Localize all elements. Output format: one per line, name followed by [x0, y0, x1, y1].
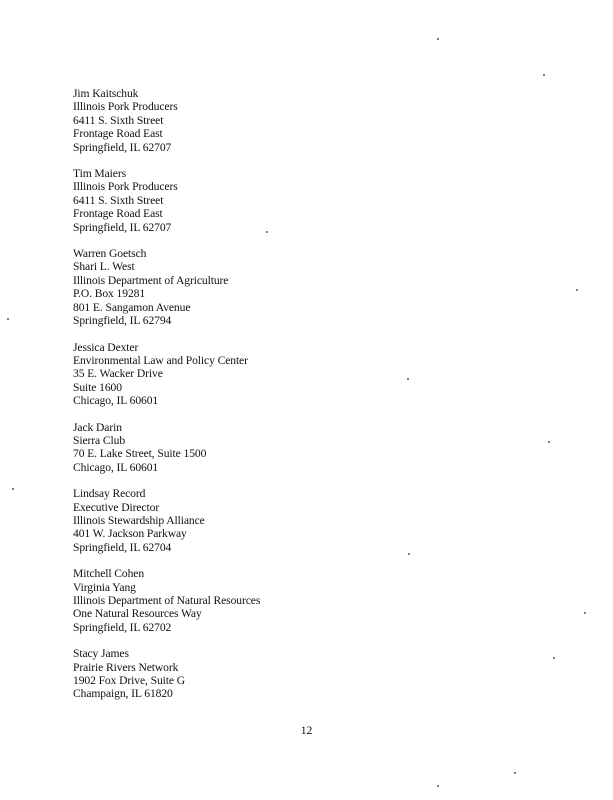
contact-address-line: 6411 S. Sixth Street	[73, 113, 164, 127]
contact-address-line: Frontage Road East	[73, 207, 163, 221]
contact-name: Jessica Dexter	[73, 340, 139, 354]
contact-entry	[73, 647, 513, 701]
contact-address-line: 70 E. Lake Street, Suite 1500	[73, 447, 207, 461]
scan-speck	[553, 657, 555, 659]
contact-organization: Illinois Department of Natural Resources	[73, 594, 261, 607]
contact-title: Executive Director	[73, 500, 160, 514]
contact-entry	[73, 341, 513, 408]
contact-address-line: Suite 1600	[73, 380, 122, 394]
contact-name: Mitchell Cohen	[73, 567, 145, 581]
scan-speck	[12, 488, 14, 490]
contact-organization: Illinois Department of Agriculture	[73, 273, 229, 287]
contact-address-line: Frontage Road East	[73, 127, 163, 141]
contact-name: Shari L. West	[73, 260, 135, 274]
contact-address-line: One Natural Resources Way	[73, 607, 202, 621]
contact-name: Jack Darin	[73, 420, 122, 434]
contact-organization: Illinois Pork Producers	[73, 100, 178, 114]
contact-address-line: 401 W. Jackson Parkway	[73, 527, 187, 541]
contact-entry	[73, 421, 513, 475]
contact-organization: Illinois Stewardship Alliance	[73, 513, 205, 527]
scan-speck	[437, 38, 439, 40]
contact-city-state-zip: Champaign, IL 61820	[73, 687, 173, 701]
page-number: 12	[300, 724, 313, 737]
contact-entry	[73, 87, 513, 154]
contact-entry	[73, 247, 513, 327]
scan-speck	[576, 289, 578, 291]
contact-name: Stacy James	[73, 647, 129, 661]
contact-address-line: 6411 S. Sixth Street	[73, 193, 164, 207]
contact-entry	[73, 167, 513, 234]
scan-speck	[514, 772, 516, 774]
contact-name: Jim Kaitschuk	[73, 87, 139, 100]
contact-organization: Environmental Law and Policy Center	[73, 353, 248, 367]
scan-speck	[7, 318, 9, 320]
contact-name: Lindsay Record	[73, 487, 146, 501]
scan-speck	[407, 378, 409, 380]
contact-city-state-zip: Springfield, IL 62707	[73, 140, 172, 154]
scan-speck	[584, 612, 586, 614]
contact-name: Warren Goetsch	[73, 247, 147, 261]
contact-address-line: 35 E. Wacker Drive	[73, 367, 163, 381]
contact-address-line: 801 E. Sangamon Avenue	[73, 300, 191, 314]
contact-city-state-zip: Chicago, IL 60601	[73, 460, 159, 474]
contact-city-state-zip: Springfield, IL 62794	[73, 314, 172, 328]
contact-organization: Prairie Rivers Network	[73, 660, 179, 674]
contact-organization: Illinois Pork Producers	[73, 180, 178, 194]
contact-entry	[73, 567, 513, 634]
contact-name: Tim Maiers	[73, 167, 127, 181]
contact-city-state-zip: Springfield, IL 62704	[73, 540, 172, 554]
contact-name: Virginia Yang	[73, 580, 136, 594]
contact-city-state-zip: Chicago, IL 60601	[73, 394, 159, 408]
contact-entry	[73, 487, 513, 554]
scan-speck	[548, 441, 550, 443]
contact-city-state-zip: Springfield, IL 62707	[73, 220, 172, 234]
contact-city-state-zip: Springfield, IL 62702	[73, 620, 172, 634]
scan-speck	[266, 231, 268, 233]
scan-speck	[437, 785, 439, 787]
scan-speck	[408, 553, 410, 555]
service-list	[73, 87, 513, 701]
contact-address-line: P.O. Box 19281	[73, 287, 146, 301]
scan-speck	[543, 74, 545, 76]
contact-address-line: 1902 Fox Drive, Suite G	[73, 674, 186, 688]
contact-organization: Sierra Club	[73, 433, 126, 447]
